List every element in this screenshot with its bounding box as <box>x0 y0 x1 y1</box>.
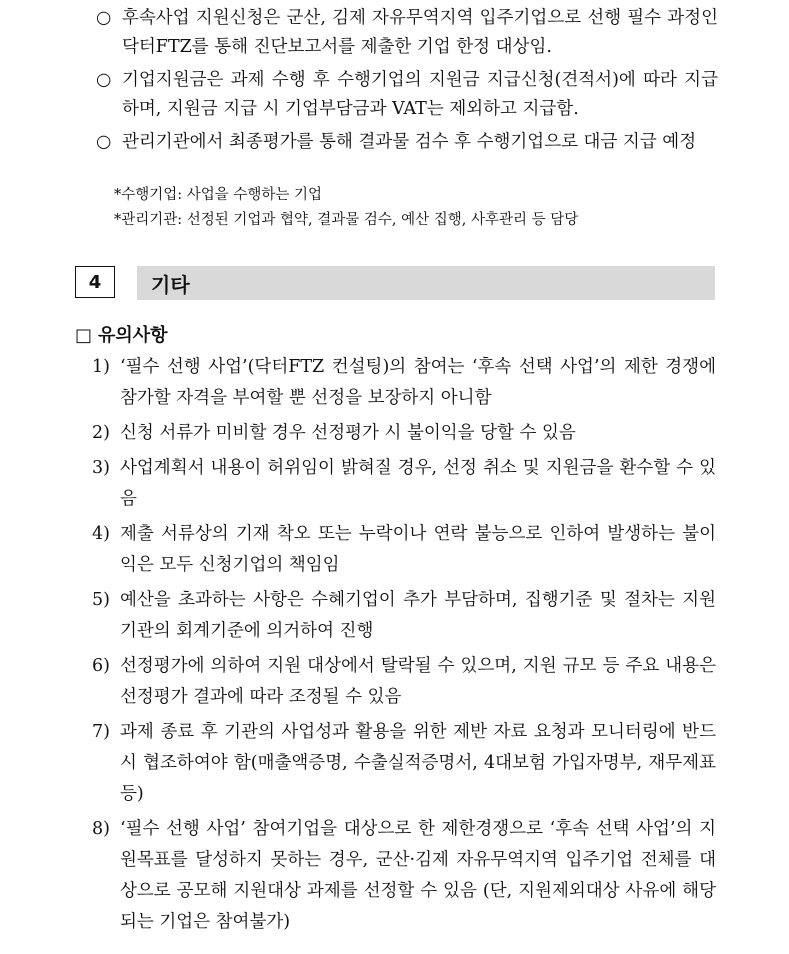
list-item <box>96 4 718 62</box>
list-item-text: 기업지원금은 과제 수행 후 수행기업의 지원금 지급신청(견적서)에 따라 지급하며, 지원금 지급 시 기업부담금과 VAT는 제외하고 지급함. <box>122 70 718 119</box>
list-item-text: 신청 서류가 미비할 경우 선정평가 시 불이익을 당할 수 있음 <box>120 423 576 443</box>
subsection-title: 유의사항 <box>98 325 168 346</box>
item-number: 8) <box>92 819 110 839</box>
list-item-text: 제출 서류상의 기재 착오 또는 누락이나 연락 불능으로 인하여 발생하는 불이익은 모두 신청기업의 책임임 <box>120 524 716 575</box>
section-header <box>75 266 715 300</box>
item-number: 6) <box>92 656 110 676</box>
circle-bullet-icon: ○ <box>96 132 112 152</box>
footnote: *관리기관: 선정된 기업과 협약, 결과물 검수, 예산 집행, 사후관리 등 담당 <box>114 212 579 228</box>
circle-bullet-icon: ○ <box>96 8 112 28</box>
list-item <box>92 651 716 713</box>
list-item <box>96 128 718 157</box>
list-item-text: ‘필수 선행 사업’(닥터FTZ 컨설팅)의 참여는 ‘후속 선택 사업’의 제한 경쟁에 참가할 자격을 부여할 뿐 선정을 보장하지 아니함 <box>120 357 716 408</box>
item-number: 1) <box>92 357 110 377</box>
list-item <box>92 352 716 414</box>
numbered-list <box>92 352 716 942</box>
list-item <box>96 66 718 124</box>
list-item <box>92 585 716 647</box>
item-number: 5) <box>92 590 110 610</box>
list-item-text: 선정평가에 의하여 지원 대상에서 탈락될 수 있으며, 지원 규모 등 주요 내용은 선정평가 결과에 따라 조정될 수 있음 <box>120 656 716 707</box>
item-number: 4) <box>92 524 110 544</box>
square-bullet-icon: □ <box>75 325 93 346</box>
list-item-text: 사업계획서 내용이 허위임이 밝혀질 경우, 선정 취소 및 지원금을 환수할 수 있음 <box>120 458 716 509</box>
list-item-text: 예산을 초과하는 사항은 수혜기업이 추가 부담하며, 집행기준 및 절차는 지원기관의 회계기준에 의거하여 진행 <box>120 590 716 641</box>
list-item-text: ‘필수 선행 사업’ 참여기업을 대상으로 한 제한경쟁으로 ‘후속 선택 사업’의 지원목표를 달성하지 못하는 경우, 군산·김제 자유무역지역 입주기업 전체를 대상으로 공모해 지원대상 과제를 선정할 수 있음 (단, 지원제외대상 사유에 해당되는 기업은 참여불가) <box>120 819 716 932</box>
list-item <box>92 717 716 810</box>
footnotes <box>114 183 714 233</box>
item-number: 7) <box>92 722 110 742</box>
circle-bullet-list <box>96 4 718 161</box>
list-item-text: 과제 종료 후 기관의 사업성과 활용을 위한 제반 자료 요청과 모니터링에 반드시 협조하여야 함(매출액증명, 수출실적증명서, 4대보험 가입자명부, 재무제표 등) <box>120 722 716 804</box>
section-number: 4 <box>75 266 115 298</box>
list-item-text: 관리기관에서 최종평가를 통해 결과물 검수 후 수행기업으로 대금 지급 예정 <box>122 132 697 152</box>
list-item <box>92 453 716 515</box>
circle-bullet-icon: ○ <box>96 70 112 90</box>
list-item <box>92 519 716 581</box>
list-item <box>92 418 716 449</box>
item-number: 3) <box>92 458 110 478</box>
subsection-header <box>75 322 168 350</box>
footnote: *수행기업: 사업을 수행하는 기업 <box>114 187 323 203</box>
item-number: 2) <box>92 423 110 443</box>
list-item-text: 후속사업 지원신청은 군산, 김제 자유무역지역 입주기업으로 선행 필수 과정인 닥터FTZ를 통해 진단보고서를 제출한 기업 한정 대상임. <box>122 8 718 57</box>
list-item <box>92 814 716 938</box>
section-title: 기타 <box>137 266 715 300</box>
